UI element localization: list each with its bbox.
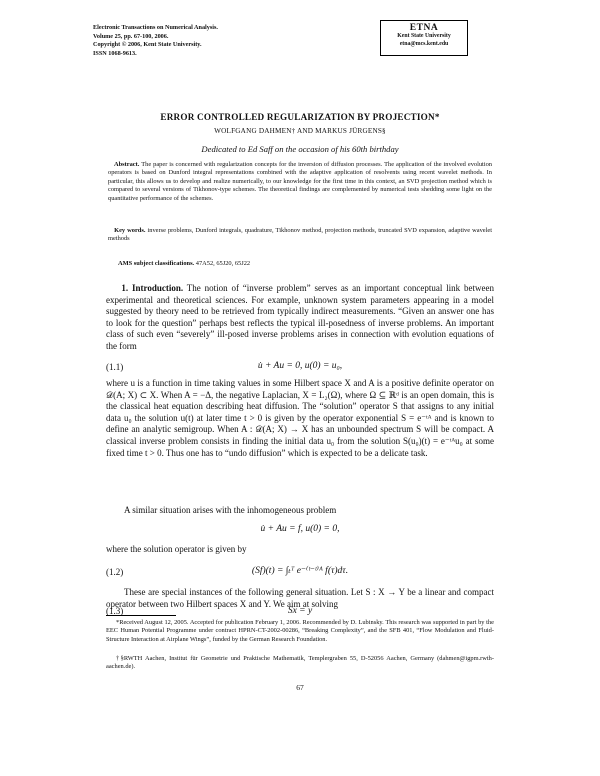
equation-1-1: u̇ + Au = 0, u(0) = u₀, [257,361,343,371]
equation-number-1-2: (1.2) [106,567,124,577]
paragraph-4: where the solution operator is given by [106,544,247,554]
abstract-text: The paper is concerned with regularization concepts for the inversion of diffusion processes. The application of the involved evolution operators is based on Dunford integral representations combined with the adaptive application of resolvents using recent wavelet methods. In particular, this allows us to develop and realize numerically, to our knowledge for the first time in this context, an SVD projection method which is compared to several versions of Tikhonov-type schemes. The theoretical findings are complemented by numerical tests shedding some light on the quantitative performance of the schemes. [108,161,493,202]
etna-university: Kent State University [397,33,451,39]
keywords-label: Key words. [114,227,146,234]
ams-label: AMS subject classifications. [118,260,195,267]
journal-volume: Volume 25, pp. 67-100, 2006. [93,32,169,40]
intro-paragraph [106,283,494,353]
keywords [108,227,492,244]
journal-name: Electronic Transactions on Numerical Analysis. [93,24,218,31]
journal-copyright: Copyright © 2006, Kent State University. [93,41,202,49]
section-heading: 1. Introduction. [121,283,184,293]
equation-inhomogeneous: u̇ + Au = f, u(0) = 0, [260,524,340,534]
paragraph-3: A similar situation arises with the inhomogeneous problem [124,505,337,515]
paragraph-5: These are special instances of the following general situation. Let S : X → Y be a linear and compact operator between two Hilbert spaces X and Y. We aim at solving [106,587,494,609]
page-number: 67 [296,683,304,692]
footnote-divider [106,615,176,616]
etna-box [380,20,468,56]
ams-classifications [118,260,250,267]
footnote-affiliation: †§RWTH Aachen, Institut für Geometrie und Praktische Mathematik, Templergraben 55, D-52056 Aachen, Germany (dahmen@igpm.rwth-aachen.de). [106,655,494,671]
paragraph-2: where u is a function in time taking values in some Hilbert space X and A is a positive definite operator on 𝒟(A; X) ⊂ X. When A = −Δ, the negative Laplacian, X = L₂(Ω), where Ω ⊆ ℝᵈ is an open domain, this is the classical heat equation describing heat diffusion. The “solution” operator S that assigns to any initial data u₀ the solution u(t) at later time t > 0 is given by the operator exponential S = e⁻ᵗᴬ and is known to define an analytic semigroup. When A : 𝒟(A; X) → X has an unbounded spectrum S will be compact. A classical inverse problem consists in finding the initial data u₀ from the solution S(u₀)(t) = e⁻ᵗᴬu₀ at some fixed time t > 0. Thus one has to “undo diffusion” which is expected to be a delicate task. [106,378,494,458]
journal-issn: ISSN 1068-9613. [93,50,137,58]
equation-number-1-3: (1.3) [106,606,124,616]
intro-text: The notion of “inverse problem” serves as an important conceptual link between experimental and theoretical sciences. For example, unknown system parameters appearing in a model suggested by theory need to be retrieved from typically indirect measurements. “Given an answer one has to look for the question” perhaps best reflects the typical ill-posedness of inverse problems. An important class of such even “severely” ill-posed inverse problems arises in connection with evolution equations of the form [106,283,494,351]
paper-authors: WOLFGANG DAHMEN† AND MARKUS JÜRGENS§ [214,127,386,135]
paper-dedication: Dedicated to Ed Saff on the occasion of his 60th birthday [201,144,399,154]
paper-title: ERROR CONTROLLED REGULARIZATION BY PROJECTION* [160,112,440,122]
equation-1-3: Sx = y [287,606,313,616]
equation-number-1-1: (1.1) [106,362,124,372]
ams-text: 47A52, 65J20, 65J22 [195,260,251,267]
keywords-text: inverse problems, Dunford integrals, quadrature, Tikhonov method, projection methods, truncated SVD expansion, adaptive wavelet methods [108,227,492,243]
footnote-received: *Received August 12, 2005. Accepted for publication February 1, 2006. Recommended by D. Lubinsky. This research was supported in part by the EEC Human Potential Programme under contract HPRN-CT-2002-00286, “Breaking Complexity”, and the SFB 401, “Flow Modulation and Fluid-Structure Interaction at Airplane Wings”, funded by the German Research Foundation. [106,619,494,643]
journal-header [93,24,218,59]
abstract [108,161,492,203]
equation-1-2: (Sf)(t) = ∫ₜᵀ e⁻⁽ᵗ⁻ᵗ⁾ᴬ f(τ)dτ. [251,566,349,576]
abstract-label: Abstract. [113,161,140,168]
etna-email[interactable]: etna@mcs.kent.edu [399,40,449,47]
etna-title: ETNA [409,23,439,33]
